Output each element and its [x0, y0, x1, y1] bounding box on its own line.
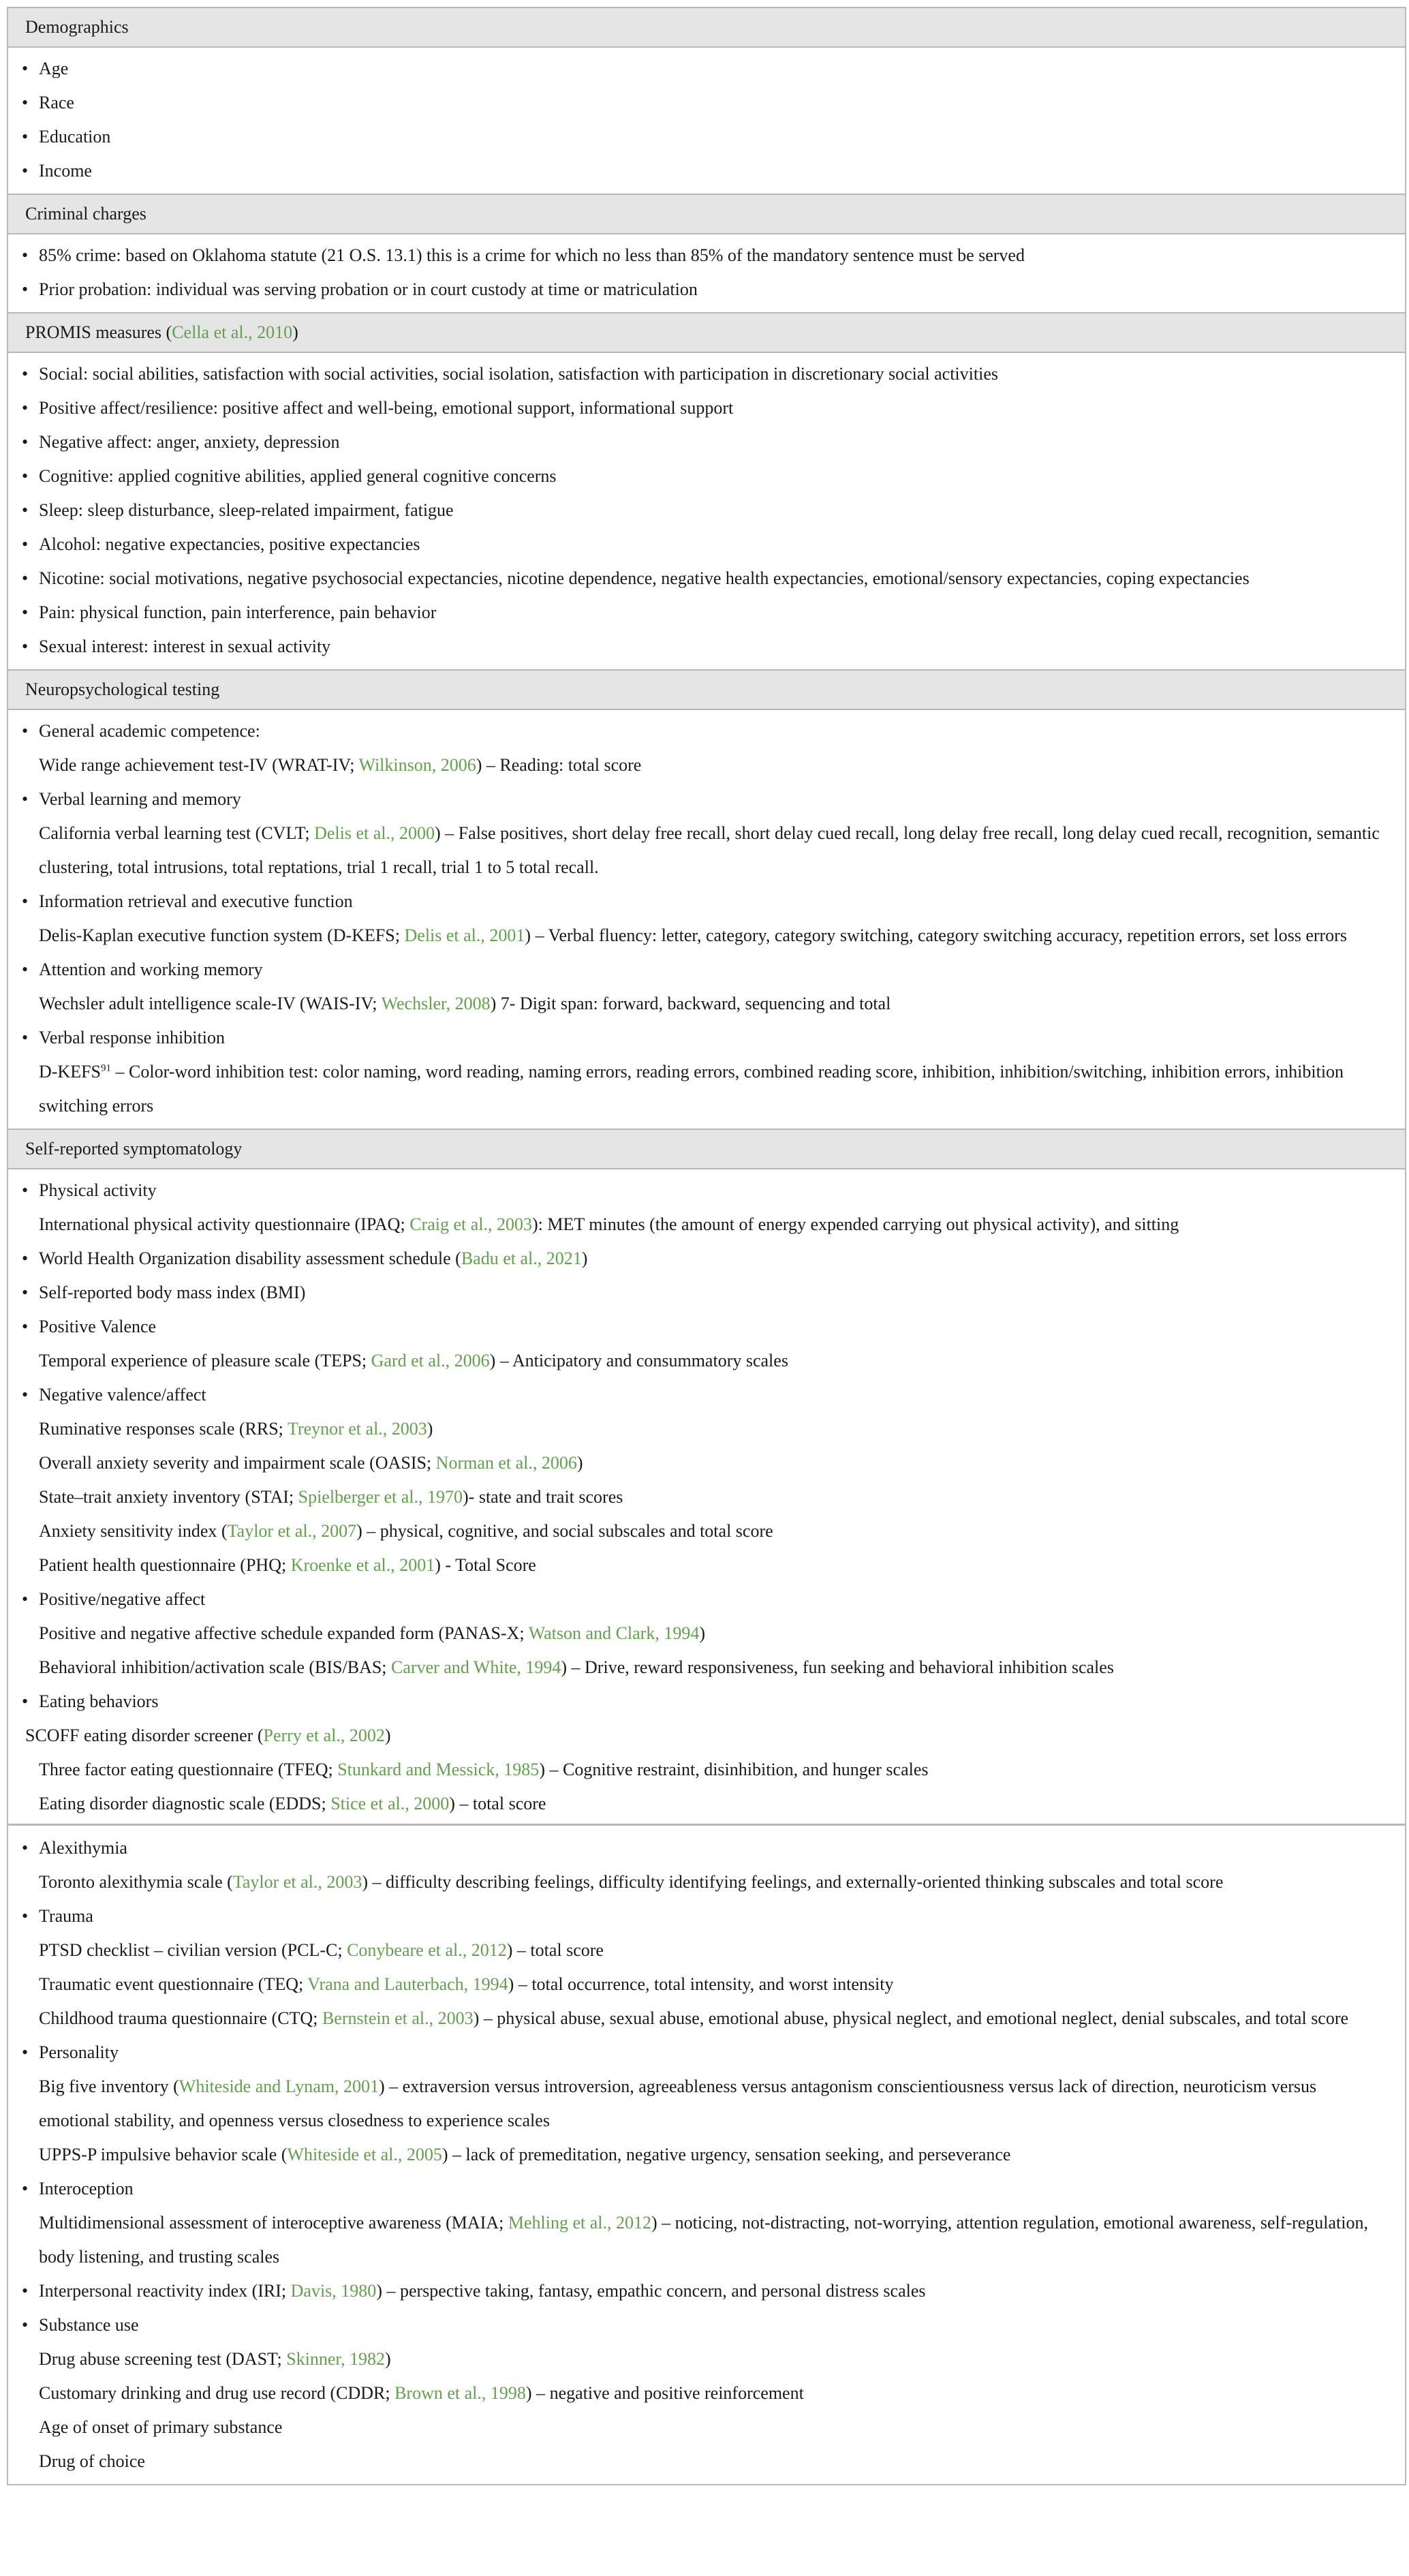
measure-text: Childhood trauma questionnaire (CTQ;	[39, 2008, 322, 2028]
measure-text: ) – extraversion versus introversion, agreeableness versus antagonism conscientiousness versus lack of direction, neuroticism versus emotional stability, and openness versus closedness to experience scales	[39, 2076, 1317, 2130]
measure-text: ) – negative and positive reinforcement	[525, 2383, 804, 2403]
list-item: • Age	[8, 52, 1405, 86]
measure-text: ) – Cognitive restraint, disinhibition, and hunger scales	[539, 1760, 929, 1779]
citation-link[interactable]: Gard et al., 2006	[371, 1351, 490, 1370]
list-item: • Social: social abilities, satisfaction with social activities, social isolation, satisfaction with participation in discretionary social activities	[8, 357, 1405, 391]
measure-text: ) – perspective taking, fantasy, empathic concern, and personal distress scales	[376, 2281, 926, 2301]
measure-text: Interpersonal reactivity index (IRI;	[39, 2281, 291, 2301]
list-item: • Positive Valence	[8, 1310, 1405, 1344]
citation-link[interactable]: Treynor et al., 2003	[287, 1419, 427, 1439]
sub-item	[8, 2138, 1405, 2172]
measure-text: )- state and trait scores	[463, 1487, 623, 1507]
measure-text: PTSD checklist – civilian version (PCL-C;	[39, 1940, 347, 1960]
measure-text: ) – physical, cognitive, and social subscales and total score	[356, 1521, 773, 1541]
sub-item	[8, 1651, 1405, 1685]
sub-item	[8, 1344, 1405, 1378]
citation-link[interactable]: Carver and White, 1994	[391, 1657, 561, 1677]
citation-link[interactable]: Whiteside et al., 2005	[287, 2145, 442, 2164]
measure-text: Temporal experience of pleasure scale (TEPS;	[39, 1351, 371, 1370]
footnote-ref: 91	[101, 1062, 112, 1074]
measure-text: Wide range achievement test-IV (WRAT-IV;	[39, 755, 359, 775]
measure-text: ) – physical abuse, sexual abuse, emotional abuse, physical neglect, and emotional neglect, denial subscales, and total score	[473, 2008, 1349, 2028]
sub-item	[8, 1514, 1405, 1548]
sub-item	[8, 1787, 1405, 1821]
measure-text: ) – Verbal fluency: letter, category, category switching, category switching accuracy, repetition errors, set loss errors	[525, 925, 1347, 945]
sub-item	[8, 1967, 1405, 2002]
sub-item	[8, 2070, 1405, 2138]
list-item: • General academic competence:	[8, 714, 1405, 748]
measure-text: Overall anxiety severity and impairment scale (OASIS;	[39, 1453, 436, 1473]
citation-link[interactable]: Skinner, 1982	[286, 2349, 386, 2369]
measure-text: California verbal learning test (CVLT;	[39, 823, 315, 843]
sub-item	[8, 2206, 1405, 2274]
section-header-promis	[8, 312, 1405, 353]
sub-item	[8, 1208, 1405, 1242]
measure-text: World Health Organization disability assessment schedule (	[39, 1248, 461, 1268]
measure-text: )	[427, 1419, 433, 1439]
measure-text: Multidimensional assessment of interoceptive awareness (MAIA;	[39, 2213, 508, 2233]
citation-link[interactable]: Delis et al., 2001	[404, 925, 525, 945]
list-item: • Negative affect: anger, anxiety, depression	[8, 425, 1405, 459]
measure-text: UPPS-P impulsive behavior scale (	[39, 2145, 288, 2164]
measure-text: ) – lack of premeditation, negative urgency, sensation seeking, and perseverance	[442, 2145, 1011, 2164]
measure-text: Delis-Kaplan executive function system (D-KEFS;	[39, 925, 405, 945]
measure-text: ): MET minutes (the amount of energy expended carrying out physical activity), and sitting	[531, 1214, 1179, 1234]
citation-link[interactable]: Whiteside and Lynam, 2001	[179, 2076, 379, 2096]
sub-item	[8, 2342, 1405, 2376]
list-item: • Self-reported body mass index (BMI)	[8, 1276, 1405, 1310]
measure-text: Anxiety sensitivity index (	[39, 1521, 228, 1541]
measure-text: ) – total occurrence, total intensity, and worst intensity	[508, 1974, 894, 1994]
citation-link[interactable]: Brown et al., 1998	[394, 2383, 526, 2403]
sub-item	[8, 2002, 1405, 2036]
list-item: • Attention and working memory	[8, 953, 1405, 987]
sub-item	[8, 1616, 1405, 1651]
sub-item	[8, 987, 1405, 1021]
section-title: Criminal charges	[25, 204, 146, 224]
measure-text: Positive and negative affective schedule expanded form (PANAS-X;	[39, 1623, 529, 1643]
list-item: • Alexithymia	[8, 1831, 1405, 1865]
section-body-neuropsychological-testing	[8, 710, 1405, 1129]
list-item: • Negative valence/affect	[8, 1378, 1405, 1412]
sub-item	[8, 816, 1405, 885]
citation-link[interactable]: Stice et al., 2000	[330, 1794, 450, 1813]
section-title: Self-reported symptomatology	[25, 1139, 243, 1159]
measure-text: Patient health questionnaire (PHQ;	[39, 1555, 291, 1575]
measure-text: Behavioral inhibition/activation scale (BIS/BAS;	[39, 1657, 392, 1677]
citation-link[interactable]: Bernstein et al., 2003	[322, 2008, 474, 2028]
section-body-self-reported	[8, 1169, 1405, 2484]
list-item: • Information retrieval and executive function	[8, 885, 1405, 919]
continuation-divider	[8, 1824, 1405, 2479]
sub-item	[8, 1753, 1405, 1787]
sub-item	[8, 1446, 1405, 1480]
sub-item	[8, 919, 1405, 953]
sub-item	[8, 1480, 1405, 1514]
sub-item: Age of onset of primary substance	[39, 2417, 283, 2437]
list-item: • Race	[8, 86, 1405, 120]
sub-item	[8, 1548, 1405, 1582]
section-title: Neuropsychological testing	[25, 679, 220, 699]
measure-text: ) – Reading: total score	[476, 755, 642, 775]
citation-link[interactable]: Wechsler, 2008	[381, 994, 491, 1013]
list-item: • Nicotine: social motivations, negative psychosocial expectancies, nicotine dependence, negative health expectancies, emotional/sensory expectancies, coping expectancies	[8, 562, 1405, 596]
measure-text: Toronto alexithymia scale (	[39, 1872, 233, 1892]
section-body-demographics	[8, 48, 1405, 194]
citation-link[interactable]: Wilkinson, 2006	[358, 755, 476, 775]
measure-text: ) – noticing, not-distracting, not-worrying, attention regulation, emotional awareness, self-regulation, body listening, and trusting scales	[39, 2213, 1368, 2267]
list-item: • Personality	[8, 2036, 1405, 2070]
measure-text: Traumatic event questionnaire (TEQ;	[39, 1974, 308, 1994]
list-item: • Income	[8, 154, 1405, 188]
measure-text: Big five inventory (	[39, 2076, 179, 2096]
measure-text: ) 7- Digit span: forward, backward, sequencing and total	[490, 994, 891, 1013]
citation-link[interactable]: Stunkard and Messick, 1985	[337, 1760, 540, 1779]
section-title-close: )	[292, 322, 298, 342]
sub-item	[8, 1055, 1405, 1123]
measure-text: Customary drinking and drug use record (CDDR;	[39, 2383, 395, 2403]
citation-link[interactable]: Mehling et al., 2012	[508, 2213, 651, 2233]
list-item: • Sexual interest: interest in sexual activity	[8, 630, 1405, 664]
measures-table	[7, 7, 1406, 2485]
measure-text: )	[385, 2349, 391, 2369]
list-item: • Eating behaviors	[8, 1685, 1405, 1719]
measure-text: Ruminative responses scale (RRS;	[39, 1419, 288, 1439]
measure-text: ) – False positives, short delay free recall, short delay cued recall, long delay free recall, long delay cued recall, recognition, semantic clustering, total intrusions, total reptations, trial 1 recall, trial 1 to 5 total recall.	[39, 823, 1380, 877]
citation-link[interactable]: Craig et al., 2003	[409, 1214, 532, 1234]
section-header-self-reported	[8, 1129, 1405, 1169]
measure-text: Drug abuse screening test (DAST;	[39, 2349, 287, 2369]
measure-text: ) – total score	[449, 1794, 546, 1813]
section-header-demographics	[8, 7, 1405, 48]
measure-text: Wechsler adult intelligence scale-IV (WAIS-IV;	[39, 994, 382, 1013]
measure-text: Three factor eating questionnaire (TFEQ;	[39, 1760, 338, 1779]
citation-link[interactable]: Kroenke et al., 2001	[290, 1555, 435, 1575]
measure-text: SCOFF eating disorder screener (	[25, 1726, 264, 1745]
list-item: • Substance use	[8, 2308, 1405, 2342]
list-item: • Cognitive: applied cognitive abilities, applied general cognitive concerns	[8, 459, 1405, 493]
citation-link[interactable]: Spielberger et al., 1970	[298, 1487, 463, 1507]
section-title: PROMIS measures (	[25, 322, 172, 342]
measure-text: )	[699, 1623, 706, 1643]
list-item	[8, 2274, 1405, 2308]
list-item: • Verbal response inhibition	[8, 1021, 1405, 1055]
section-header-criminal-charges	[8, 194, 1405, 234]
measure-text: International physical activity questionnaire (IPAQ;	[39, 1214, 410, 1234]
citation-link[interactable]: Conybeare et al., 2012	[347, 1940, 507, 1960]
citation-link[interactable]: Vrana and Lauterbach, 1994	[307, 1974, 508, 1994]
citation-link[interactable]: Norman et al., 2006	[435, 1453, 577, 1473]
list-item: • Trauma	[8, 1899, 1405, 1933]
measure-text: ) – Drive, reward responsiveness, fun seeking and behavioral inhibition scales	[561, 1657, 1114, 1677]
list-item: • Positive affect/resilience: positive affect and well-being, emotional support, informational support	[8, 391, 1405, 425]
measure-text: ) – total score	[506, 1940, 604, 1960]
measure-text: State–trait anxiety inventory (STAI;	[39, 1487, 298, 1507]
sub-item	[8, 1933, 1405, 1967]
sub-item	[8, 2376, 1405, 2410]
measure-text: ) – Anticipatory and consummatory scales	[489, 1351, 788, 1370]
measure-text: Eating disorder diagnostic scale (EDDS;	[39, 1794, 331, 1813]
citation-link[interactable]: Perry et al., 2002	[263, 1726, 385, 1745]
list-item: • Alcohol: negative expectancies, positive expectancies	[8, 527, 1405, 562]
measure-text: – Color-word inhibition test: color naming, word reading, naming errors, reading errors, combined reading score, inhibition, inhibition/switching, inhibition errors, inhibition switching errors	[39, 1062, 1344, 1116]
citation-link[interactable]: Taylor et al., 2003	[232, 1872, 362, 1892]
citation-link[interactable]: Watson and Clark, 1994	[528, 1623, 700, 1643]
citation-link[interactable]: Taylor et al., 2007	[227, 1521, 357, 1541]
measure-text: ) – difficulty describing feelings, difficulty identifying feelings, and externally-oriented thinking subscales and total score	[362, 1872, 1224, 1892]
list-item: • Pain: physical function, pain interference, pain behavior	[8, 596, 1405, 630]
citation-link[interactable]: Cella et al., 2010	[172, 322, 293, 342]
sub-item	[8, 1865, 1405, 1899]
section-title: Demographics	[25, 17, 129, 37]
measure-text: )	[581, 1248, 588, 1268]
measure-text: D-KEFS	[39, 1062, 102, 1082]
list-item: • Positive/negative affect	[8, 1582, 1405, 1616]
list-item: • Sleep: sleep disturbance, sleep-related impairment, fatigue	[8, 493, 1405, 527]
citation-link[interactable]: Davis, 1980	[290, 2281, 377, 2301]
citation-link[interactable]: Delis et al., 2000	[314, 823, 435, 843]
section-header-neuropsychological-testing	[8, 669, 1405, 710]
section-body-promis	[8, 353, 1405, 669]
list-item	[8, 1242, 1405, 1276]
list-item: • Interoception	[8, 2172, 1405, 2206]
list-item: • Verbal learning and memory	[8, 782, 1405, 816]
list-item: • 85% crime: based on Oklahoma statute (21 O.S. 13.1) this is a crime for which no less than 85% of the mandatory sentence must be served	[8, 239, 1405, 273]
sub-item: Drug of choice	[39, 2451, 145, 2471]
sub-item	[8, 1412, 1405, 1446]
list-item: • Physical activity	[8, 1174, 1405, 1208]
citation-link[interactable]: Badu et al., 2021	[461, 1248, 582, 1268]
sub-item	[8, 1719, 1405, 1753]
list-item: • Prior probation: individual was serving probation or in court custody at time or matriculation	[8, 273, 1405, 307]
list-item: • Education	[8, 120, 1405, 154]
measure-text: ) - Total Score	[435, 1555, 536, 1575]
sub-item	[8, 748, 1405, 782]
measure-text: )	[384, 1726, 391, 1745]
measure-text: )	[576, 1453, 583, 1473]
section-body-criminal-charges	[8, 234, 1405, 312]
